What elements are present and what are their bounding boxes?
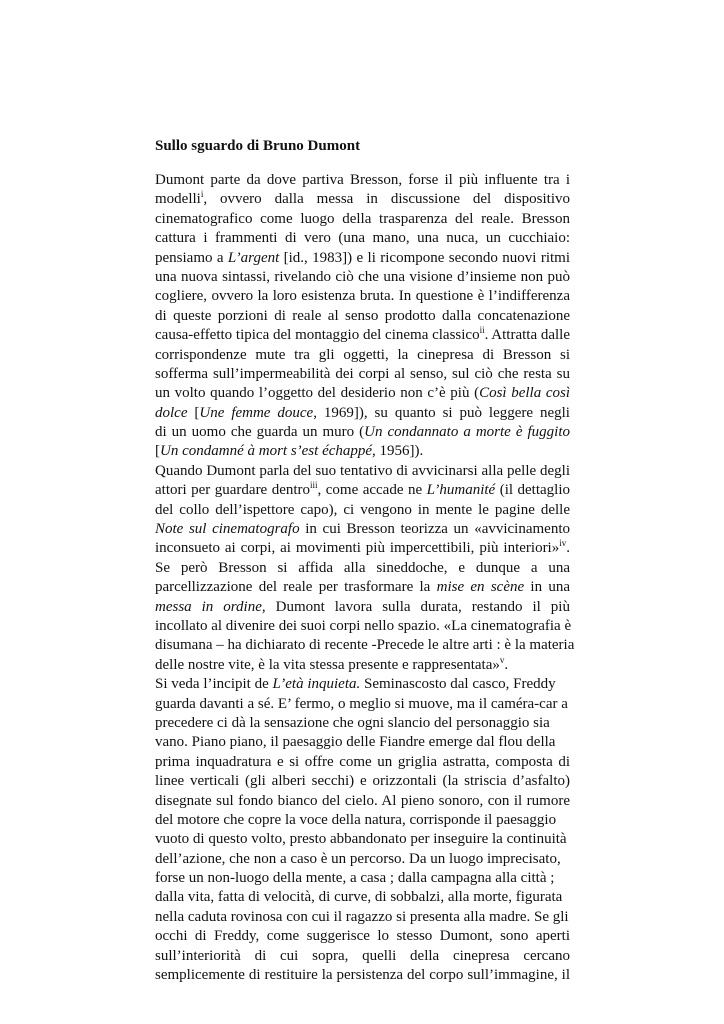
text-run: Seminascosto dal casco, Freddy <box>360 676 556 693</box>
italic-text: Così bella così <box>479 385 570 402</box>
text-run: . <box>504 656 509 673</box>
text-line <box>155 481 570 500</box>
text-line <box>155 520 570 539</box>
italic-text: dolce <box>155 404 188 421</box>
text-run: Si veda l’incipit de <box>155 676 273 693</box>
text-run: (il dettaglio <box>495 482 570 499</box>
text-run: vuoto di questo volto, presto abbandonato per inseguire la continuità <box>155 831 567 848</box>
text-run: disegnate sul fondo bianco del cielo. Al pieno sonoro, con il rumore <box>155 792 570 809</box>
text-run: . Attratta dalle <box>484 327 570 344</box>
text-line <box>155 501 570 520</box>
text-run: guarda davanti a sé. E’ fermo, o meglio si muove, ma il caméra-car a <box>155 695 568 712</box>
text-line <box>155 966 570 985</box>
text-line <box>155 229 570 248</box>
text-run: inconsueto ai corpi, ai movimenti più impercettibili, più interiori» <box>155 540 560 557</box>
text-run: in una <box>524 579 570 596</box>
text-run: prima inquadratura e si offre come un griglia astratta, composta di <box>155 753 570 770</box>
italic-text: Un condannato a morte è fuggito <box>364 424 570 441</box>
text-run: dell’azione, che non a caso è un percorso. Da un luogo imprecisato, <box>155 850 561 867</box>
text-line <box>155 733 570 752</box>
page-title: Sullo sguardo di Bruno Dumont <box>155 138 361 154</box>
text-line <box>155 656 570 675</box>
italic-text: L’humanité <box>426 482 496 499</box>
text-run: modelli <box>155 191 201 208</box>
text-line <box>155 384 570 403</box>
footnote-marker: iv <box>559 539 567 549</box>
text-run: linee verticali (gli alberi secchi) e orizzontali (la striscia d’asfalto) <box>155 773 570 790</box>
text-run: una nuova sintassi, rivelando ciò che una visione d’insieme non può <box>155 268 570 285</box>
text-line <box>155 307 570 326</box>
text-run: precedere ci dà la sensazione che ogni slancio del personaggio sia <box>155 714 550 731</box>
text-line <box>155 326 570 345</box>
text-run: , 1956]). <box>372 443 424 460</box>
text-run: nella caduta rovinosa con cui il ragazzo si presenta alla madre. Se gli <box>155 908 569 925</box>
text-line <box>155 346 570 365</box>
footnote-marker: i <box>200 190 204 200</box>
text-line <box>155 462 570 481</box>
text-line <box>155 869 570 888</box>
text-run: attori per guardare dentro <box>155 482 311 499</box>
italic-text: mise en scène <box>436 579 525 596</box>
text-run: . <box>566 540 570 557</box>
text-run: vano. Piano piano, il paesaggio delle Fiandre emerge dal flou della <box>155 734 556 751</box>
footnote-marker: ii <box>479 326 485 336</box>
text-run: disumana – ha dichiarato di recente -Precede le altre arti : è la materia <box>155 637 575 654</box>
text-line <box>155 695 570 714</box>
text-line <box>155 190 570 209</box>
text-line <box>155 888 570 907</box>
text-run: del motore che copre la voce della natura, corrisponde il paesaggio <box>155 811 557 828</box>
text-line <box>155 830 570 849</box>
text-line <box>155 423 570 442</box>
text-run: [ <box>155 443 160 460</box>
text-line <box>155 792 570 811</box>
text-run: incollato al divenire dei suoi corpi nello spazio. «La cinematografia è <box>155 617 572 634</box>
text-run: , come accade ne <box>317 482 427 499</box>
text-run: del collo dell’ispettore capo), ci vengono in mente le pagine delle <box>155 501 570 518</box>
text-run: [ <box>187 404 200 421</box>
text-line <box>155 598 570 617</box>
text-line <box>155 927 570 946</box>
text-run: di queste porzioni di reale al senso prodotto dalla concatenazione <box>155 307 570 324</box>
italic-text: messa in ordine <box>155 598 262 615</box>
text-run: parcellizzazione del reale per trasformare la <box>155 579 437 596</box>
text-line <box>155 850 570 869</box>
text-line <box>155 908 570 927</box>
text-run: forse un non-luogo della mente, a casa ; dalla campagna alla città ; <box>155 870 555 887</box>
text-line <box>155 559 570 578</box>
text-run: , 1969]), su quanto si può leggere negli <box>313 404 570 421</box>
text-run: causa-effetto tipica del montaggio del cinema classico <box>155 327 480 344</box>
text-line <box>155 714 570 733</box>
text-line <box>155 365 570 384</box>
text-line <box>155 287 570 306</box>
text-line <box>155 404 570 423</box>
text-run: sofferma sull’impermeabilità dei corpi al senso, sul ciò che resta su <box>155 365 570 382</box>
text-run: cattura i frammenti di vero (una mano, una nuca, un cucchiaio: <box>155 230 570 247</box>
text-line <box>155 753 570 772</box>
text-line <box>155 811 570 830</box>
footnote-marker: iii <box>310 481 318 491</box>
text-run: di un uomo che guarda un muro ( <box>155 424 365 441</box>
text-line <box>155 636 575 655</box>
italic-text: Note sul cinematografo <box>155 521 300 538</box>
text-line <box>155 539 570 558</box>
text-run: delle nostre vite, è la vita stessa presente e rappresentata» <box>155 656 500 673</box>
text-run: Dumont parte da dove partiva Bresson, forse il più influente tra i <box>155 172 570 188</box>
text-line <box>155 578 570 597</box>
text-run: , ovvero dalla messa in discussione del dispositivo <box>203 191 570 208</box>
text-line <box>155 617 570 636</box>
text-run: Se però Bresson si affida alla sineddoche, e dunque a una <box>155 559 570 576</box>
text-line <box>155 268 570 287</box>
italic-text: L’età inquieta. <box>272 676 361 693</box>
text-line <box>155 947 570 966</box>
footnote-marker: v <box>499 654 505 665</box>
italic-text: Une femme douce <box>199 404 314 421</box>
text-run: Quando Dumont parla del suo tentativo di avvicinarsi alla pelle degli <box>155 462 570 479</box>
text-run: occhi di Freddy, come suggerisce lo stesso Dumont, sono aperti <box>155 928 570 945</box>
text-run: [id., 1983]) e li ricompone secondo nuovi ritmi <box>283 249 570 266</box>
text-line <box>155 210 570 229</box>
text-line <box>155 249 570 268</box>
text-line <box>155 772 570 791</box>
text-run: corrispondenze mute tra gli oggetti, la cinepresa di Bresson si <box>155 346 570 363</box>
text-line <box>155 675 570 694</box>
text-run: un volto quando l’oggetto del desiderio non c’è più ( <box>155 385 480 402</box>
text-run: cogliere, ovvero la loro esistenza bruta. In questione è l’indifferenza <box>155 288 570 305</box>
text-run: in cui Bresson teorizza un «avvicinamento <box>299 521 570 538</box>
italic-text: Un condamné à mort s’est échappé <box>160 443 373 460</box>
text-run: cinematografico come luogo della trasparenza del reale. Bresson <box>155 210 570 227</box>
text-line <box>155 171 570 190</box>
text-run: pensiamo a <box>155 249 228 266</box>
text-run: sull’interiorità di cui sopra, quelli della cinepresa cercano <box>155 947 570 964</box>
text-line <box>155 442 570 461</box>
body-text <box>155 171 575 985</box>
text-run: dalla vita, fatta di velocità, di curve, di sobbalzi, alla morte, figurata <box>155 889 563 906</box>
italic-text: L’argent <box>227 249 280 266</box>
text-run: semplicemente di restituire la persistenza del corpo sull’immagine, il <box>155 967 570 984</box>
text-run: , Dumont lavora sulla durata, restando il più <box>261 598 570 615</box>
